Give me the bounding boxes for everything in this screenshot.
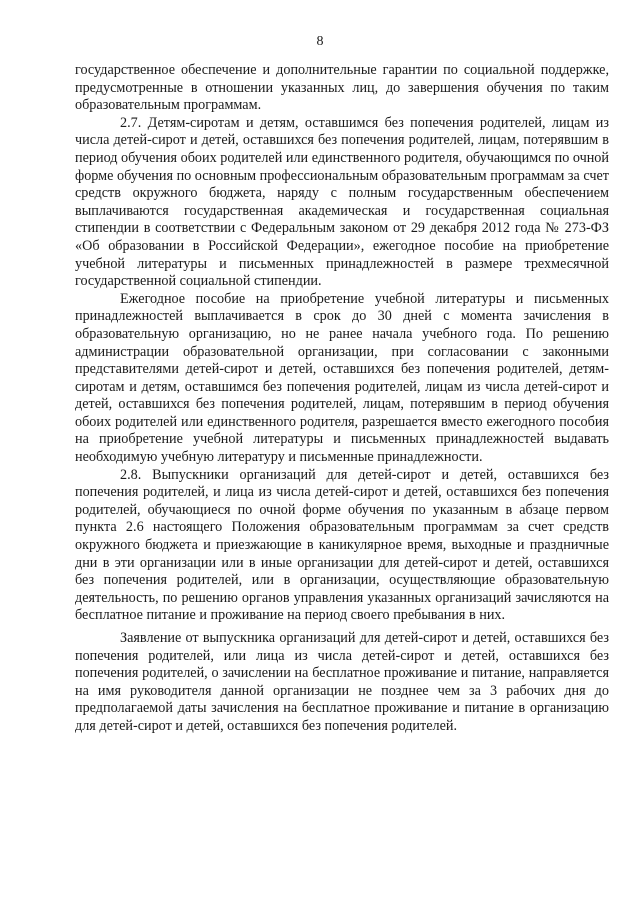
paragraph-2-7: 2.7. Детям-сиротам и детям, оставшимся без попечения родителей, лицам из числа детей-сирот и детей, оставшихся без попечения родителей, лицам, потерявшим в период обучения обоих родителей или единственного родителя, обучающимся по очной форме обучения по основным профессиональным образовательным программам за счет средств окружного бюджета, наряду с полным государственным обеспечением выплачиваются государственная академическая и государственная социальная стипендии в соответствии с Федеральным законом от 29 декабря 2012 года № 273-ФЗ «Об образовании в Российской Федерации», ежегодное пособие на приобретение учебной литературы и письменных принадлежностей в размере трехмесячной государственной социальной стипендии. bbox=[75, 114, 609, 290]
paragraph-allowance: Ежегодное пособие на приобретение учебной литературы и письменных принадлежностей выплачивается в срок до 30 дней с момента зачисления в образовательную организацию, но не ранее начала учебного года. По решению администрации образовательной организации, при согласовании с законными представителями детей-сирот и детей, оставшихся без попечения родителей, детям-сиротам и детям, оставшимся без попечения родителей, лицам из числа детей-сирот и детей, оставшихся без попечения родителей, лицам, потерявшим в период обучения обоих родителей или единственного родителя, разрешается вместо ежегодного пособия на приобретение учебной литературы и письменных принадлежностей выдавать необходимую учебную литературу и письменные принадлежности. bbox=[75, 290, 609, 466]
paragraph-continuation: государственное обеспечение и дополнительные гарантии по социальной поддержке, предусмотренные в отношении указанных лиц, до завершения обучения по таким образовательным программам. bbox=[75, 62, 609, 114]
document-body bbox=[75, 62, 609, 736]
paragraph-application: Заявление от выпускника организаций для детей-сирот и детей, оставшихся без попечения родителей, или лица из числа детей-сирот и детей, оставшихся без попечения родителей, о зачислении на бесплатное проживание и питание, направляется на имя руководителя данной организации не позднее чем за 3 рабочих дня до предполагаемой даты зачисления на бесплатное проживание и питание в организацию для детей-сирот и детей, оставшихся без попечения родителей. bbox=[75, 630, 609, 734]
paragraph-2-8: 2.8. Выпускники организаций для детей-сирот и детей, оставшихся без попечения родителей, и лица из числа детей-сирот и детей, оставшихся без попечения родителей, обучающиеся по очной форме обучения по указанным в абзаце первом пункта 2.6 настоящего Положения образовательным программам за счет средств окружного бюджета и приезжающие в каникулярное время, выходные и праздничные дни в эти организации или в иные организации для детей-сирот и детей, оставшихся без попечения родителей, или в организации, осуществляющие образовательную деятельность, по решению органов управления указанных организаций зачисляются на бесплатное питание и проживание на период своего пребывания в них. bbox=[75, 466, 609, 624]
page-number: 8 bbox=[316, 34, 324, 49]
